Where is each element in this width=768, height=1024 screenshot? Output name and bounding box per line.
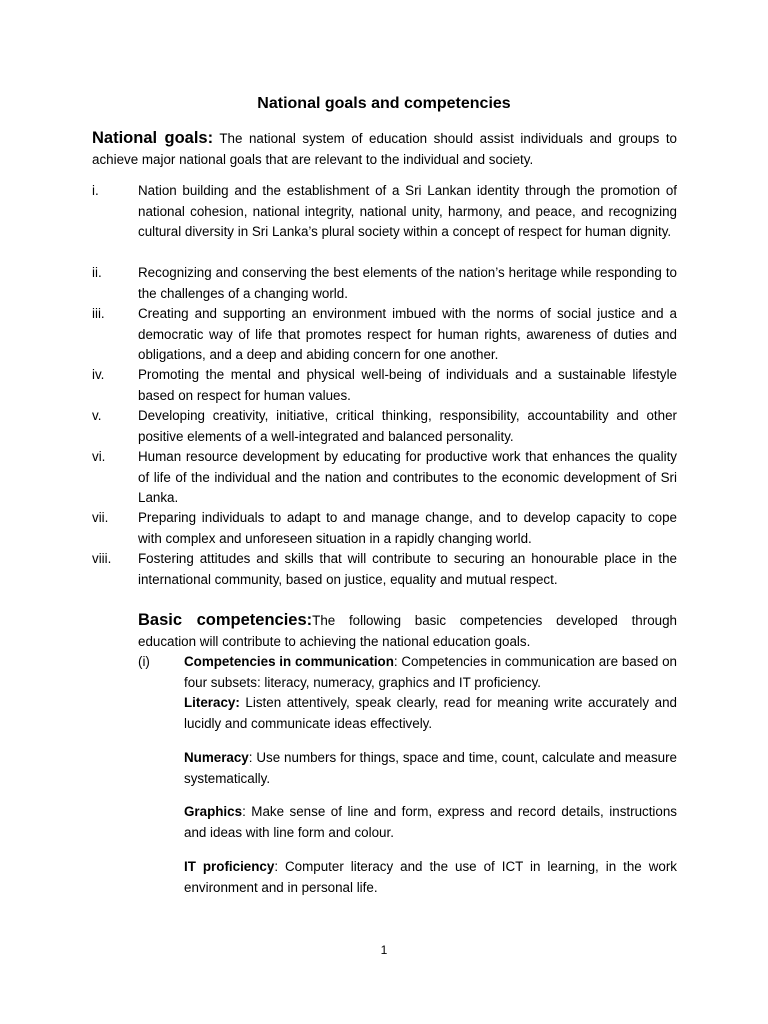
literacy-text: Listen attentively, speak clearly, read for meaning write accurately and lucidly and communicate ideas effectively. [184, 695, 677, 731]
numeracy-label: Numeracy [184, 750, 249, 765]
goal-number: vi. [92, 449, 106, 464]
communication-text: : Competencies in communication are based on four subsets: literacy, numeracy, graphics and IT proficiency. [184, 654, 677, 690]
goal-item [92, 549, 677, 590]
goal-item [92, 181, 677, 243]
basic-competencies-intro-text: The following basic competencies developed through education will contribute to achieving the national education goals. [138, 613, 677, 649]
goal-item [92, 508, 677, 549]
page-number: 1 [380, 943, 388, 957]
goal-text: Promoting the mental and physical well-being of individuals and a sustainable lifestyle based on respect for human values. [138, 367, 677, 403]
goal-item [92, 263, 677, 304]
goal-number: vii. [92, 510, 109, 525]
goal-item [92, 304, 677, 366]
goal-item [92, 447, 677, 509]
literacy-label: Literacy: [184, 695, 240, 710]
it-proficiency-text: : Computer literacy and the use of ICT in learning, in the work environment and in personal life. [184, 859, 677, 895]
goal-item [92, 406, 677, 447]
national-goals-intro-text: The national system of education should assist individuals and groups to achieve major national goals that are relevant to the individual and society. [92, 131, 677, 167]
page-title: National goals and competencies [257, 95, 511, 112]
goal-text: Recognizing and conserving the best elements of the nation’s heritage while responding to the challenges of a changing world. [138, 265, 677, 301]
national-goals-intro [92, 128, 677, 170]
graphics-paragraph [184, 802, 677, 843]
graphics-text: : Make sense of line and form, express and record details, instructions and ideas with line form and colour. [184, 804, 677, 840]
numeracy-paragraph [184, 748, 677, 789]
goal-text: Nation building and the establishment of a Sri Lankan identity through the promotion of national cohesion, national integrity, national unity, harmony, and peace, and recognizing cultural diversity in Sri Lanka’s plural society within a concept of respect for human dignity. [138, 183, 677, 239]
goal-text: Fostering attitudes and skills that will contribute to securing an honourable place in the international community, based on justice, equality and mutual respect. [138, 551, 677, 587]
goal-text: Human resource development by educating for productive work that enhances the quality of life of the individual and the nation and contributes to the economic development of Sri Lanka. [138, 449, 677, 505]
national-goals-heading: National goals: [92, 129, 214, 147]
goal-text: Developing creativity, initiative, critical thinking, responsibility, accountability and other positive elements of a well-integrated and balanced personality. [138, 408, 677, 444]
goal-text: Preparing individuals to adapt to and manage change, and to develop capacity to cope with complex and unforeseen situation in a rapidly changing world. [138, 510, 677, 546]
goal-number: viii. [92, 551, 112, 566]
it-proficiency-label: IT proficiency [184, 859, 275, 874]
numeracy-text: : Use numbers for things, space and time, count, calculate and measure systematically. [184, 750, 677, 786]
goal-number: ii. [92, 265, 102, 280]
it-proficiency-paragraph [184, 857, 677, 898]
communication-label: Competencies in communication [184, 654, 394, 669]
goal-text: Creating and supporting an environment imbued with the norms of social justice and a democratic way of life that promotes respect for human rights, awareness of duties and obligations, and a deep and abiding concern for one another. [138, 306, 677, 362]
goal-number: v. [92, 408, 102, 423]
goal-number: iii. [92, 306, 105, 321]
basic-competencies-heading: Basic competencies: [138, 611, 313, 629]
goal-item [92, 365, 677, 406]
goal-number: i. [92, 183, 99, 198]
competency-number: (i) [138, 654, 150, 669]
communication-paragraph [184, 652, 677, 734]
goal-number: iv. [92, 367, 105, 382]
basic-competencies-intro [138, 610, 677, 652]
graphics-label: Graphics [184, 804, 243, 819]
